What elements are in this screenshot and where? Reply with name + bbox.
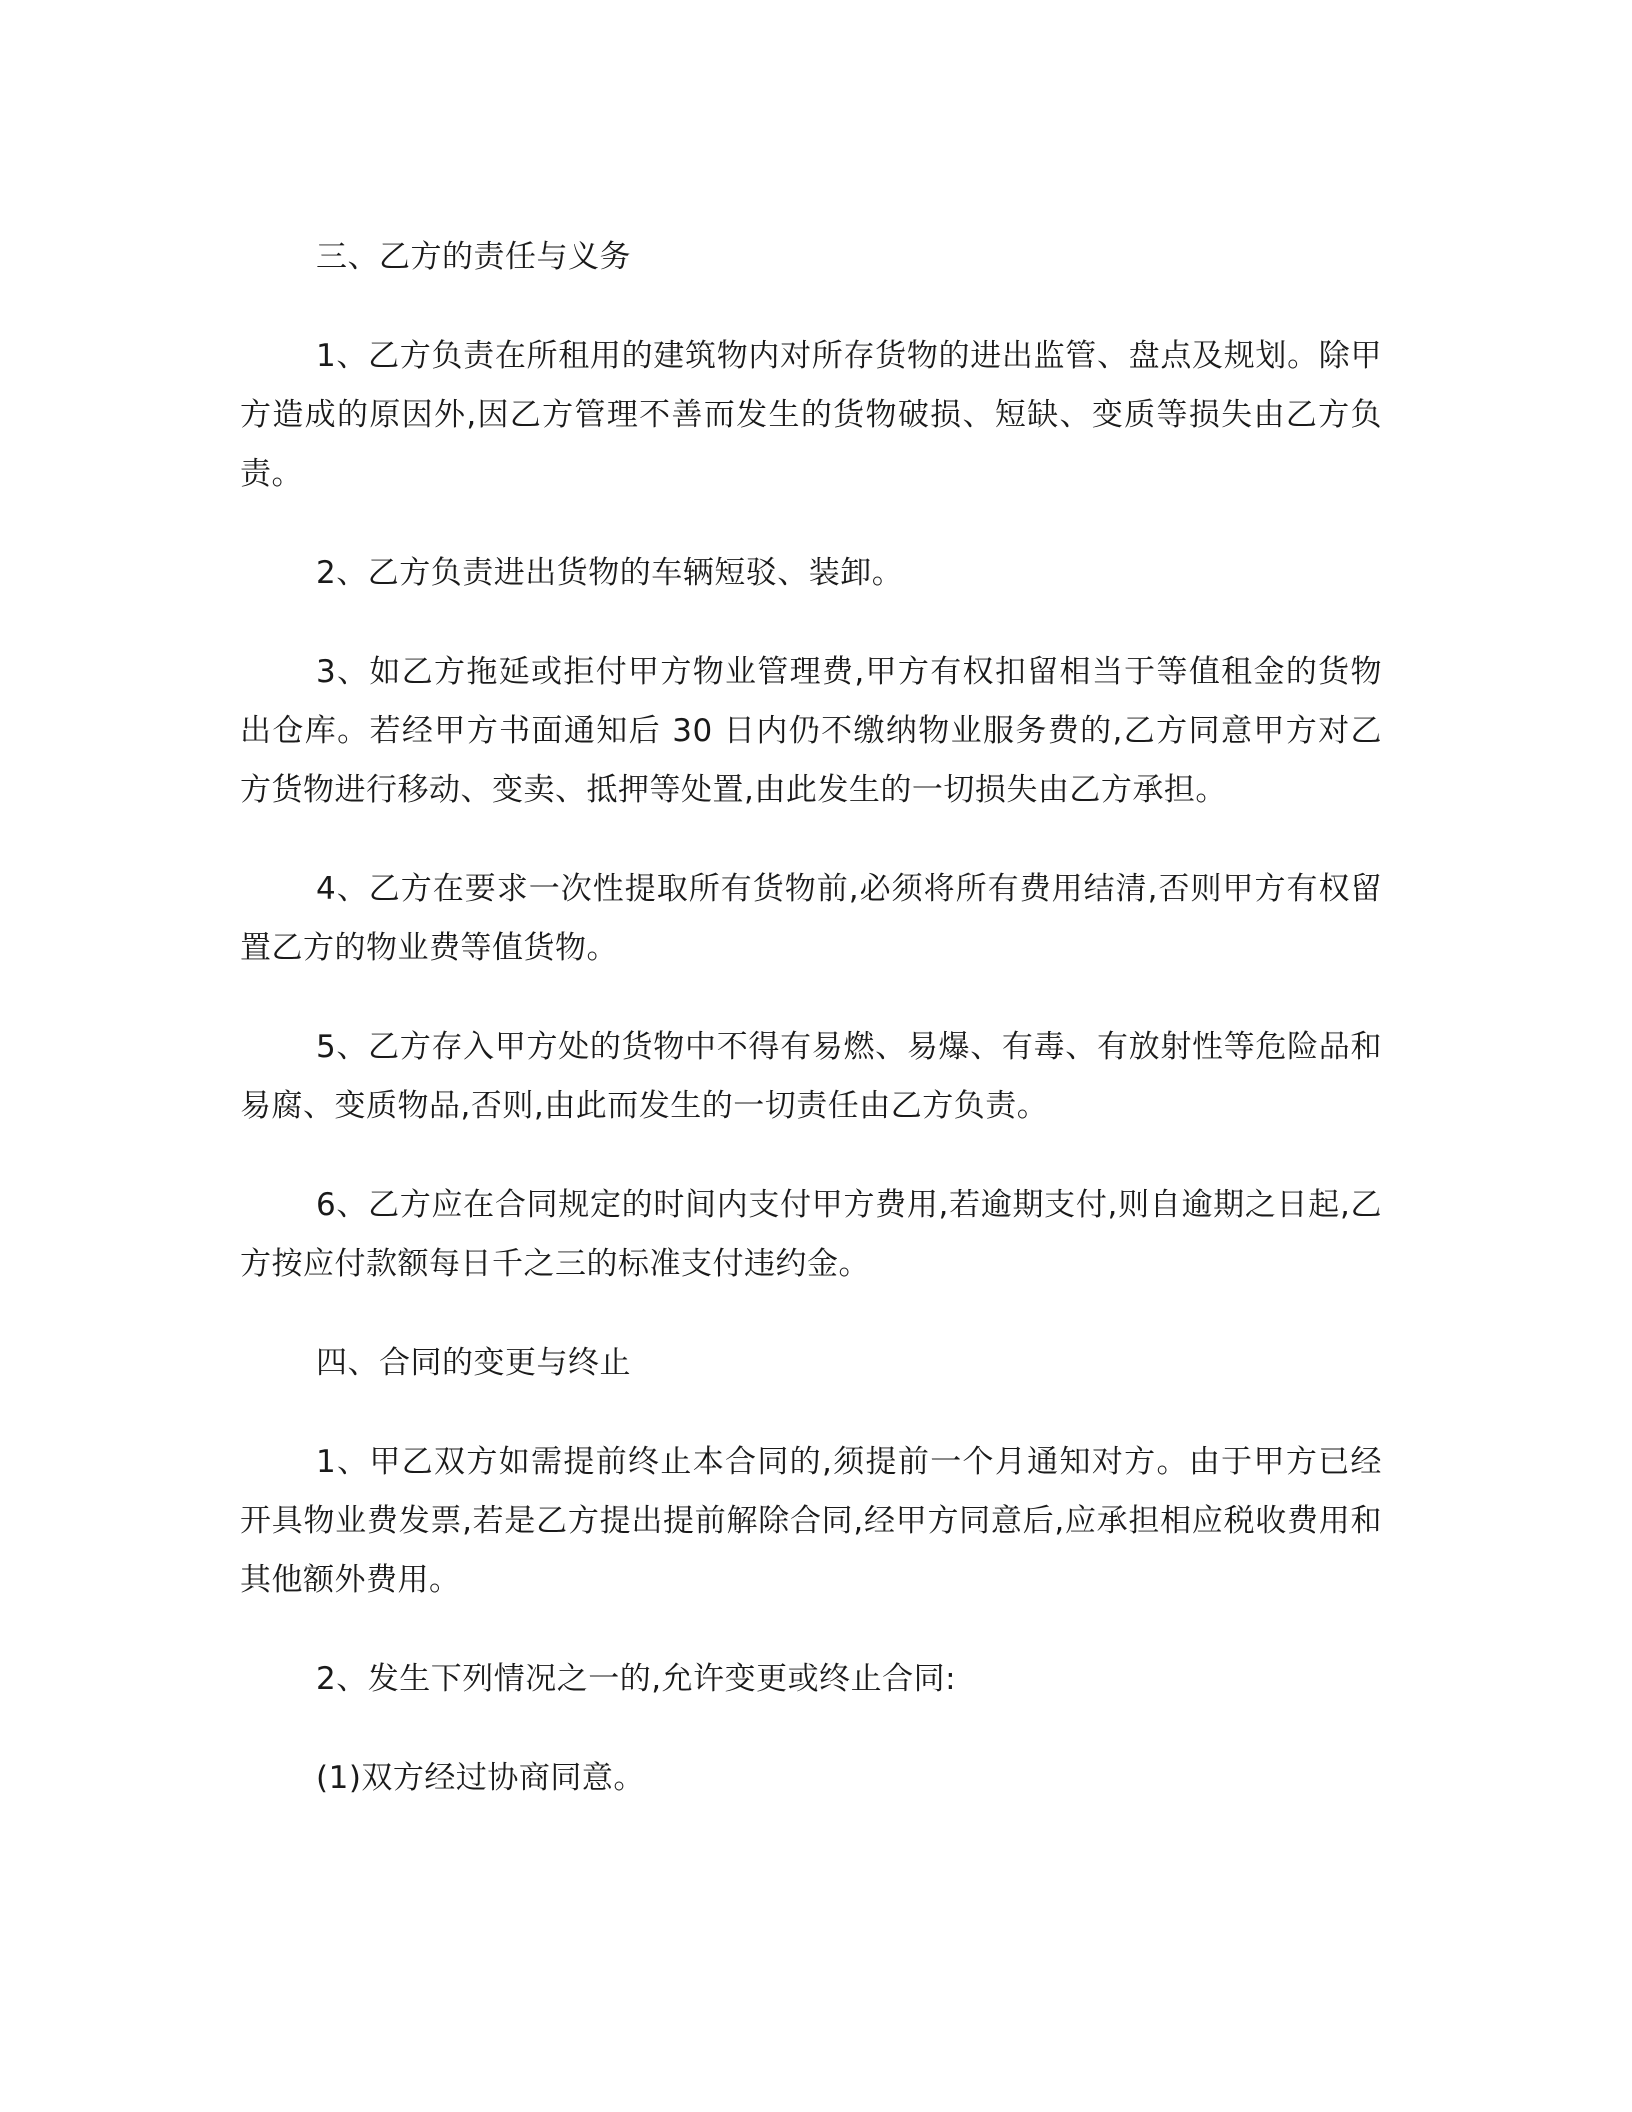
section-heading-three: 三、乙方的责任与义务	[316, 239, 631, 275]
section-heading-four: 四、合同的变更与终止	[316, 1345, 631, 1381]
clause-4-1: 1、甲乙双方如需提前终止本合同的,须提前一个月通知对方。由于甲方已经开具物业费发票,若是乙方提出提前解除合同,经甲方同意后,应承担相应税收费用和其他额外费用。	[240, 1444, 1382, 1598]
clause-3-1: 1、乙方负责在所租用的建筑物内对所存货物的进出监管、盘点及规划。除甲方造成的原因外,因乙方管理不善而发生的货物破损、短缺、变质等损失由乙方负责。	[240, 338, 1382, 492]
clause-3-6: 6、乙方应在合同规定的时间内支付甲方费用,若逾期支付,则自逾期之日起,乙方按应付款额每日千之三的标准支付违约金。	[240, 1187, 1382, 1282]
document-body	[240, 228, 1382, 1808]
clause-3-4: 4、乙方在要求一次性提取所有货物前,必须将所有费用结清,否则甲方有权留置乙方的物业费等值货物。	[240, 871, 1382, 966]
clause-3-3: 3、如乙方拖延或拒付甲方物业管理费,甲方有权扣留相当于等值租金的货物出仓库。若经甲方书面通知后 30 日内仍不缴纳物业服务费的,乙方同意甲方对乙方货物进行移动、变卖、抵押等处置,由此发生的一切损失由乙方承担。	[240, 654, 1382, 808]
clause-3-5: 5、乙方存入甲方处的货物中不得有易燃、易爆、有毒、有放射性等危险品和易腐、变质物品,否则,由此而发生的一切责任由乙方负责。	[240, 1029, 1382, 1124]
clause-3-2: 2、乙方负责进出货物的车辆短驳、装卸。	[316, 555, 904, 591]
clause-4-2-item-1: (1)双方经过协商同意。	[316, 1760, 645, 1796]
clause-4-2: 2、发生下列情况之一的,允许变更或终止合同:	[316, 1661, 957, 1697]
